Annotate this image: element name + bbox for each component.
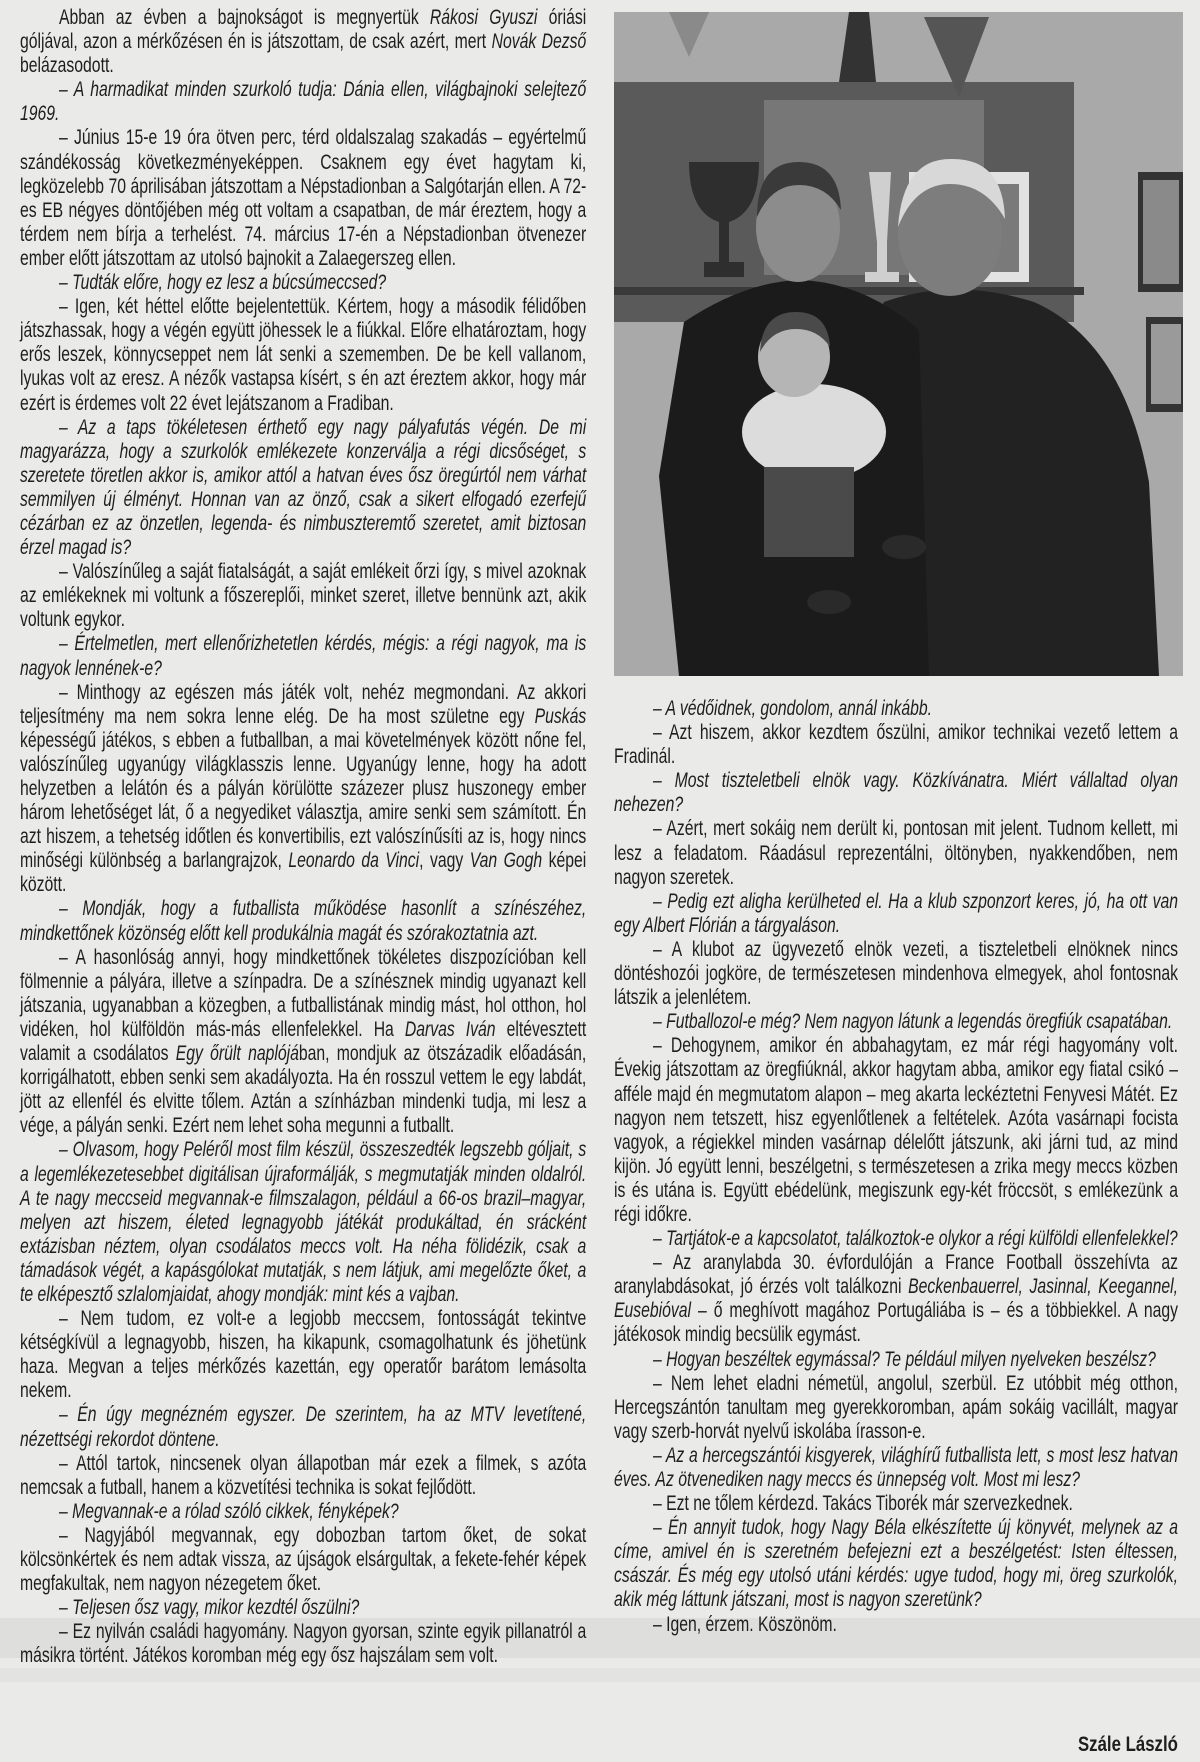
- paragraph: [614, 1444, 1178, 1492]
- paragraph: [614, 721, 1178, 769]
- article-column-right: [614, 697, 1178, 1637]
- print-bleed-through: [0, 1668, 1200, 1682]
- italic-text: – Az a taps tökéletesen érthető egy nagy pályafutás végén. De mi magyarázza, hogy a szurkolók emlékezete konzerválja a régi dicsőséget, s szeretete töretlen akkor is, amikor attól a hatvan éves ősz öregúrtól nem várhat semmilyen új élményt. Honnan van az önző, csak a sikert elfogadó ezerfejű cézárban ez az önzetlen, legenda- és nimbuszteremtő szeretet, amit biztosan érzel magad is?: [20, 415, 587, 560]
- italic-text: Van Gogh: [469, 849, 543, 873]
- italic-text: – Hogyan beszéltek egymással? Te például milyen nyelveken beszélsz?: [653, 1347, 1156, 1371]
- text: – Ezt ne tőlem kérdezd. Takács Tiborék már szervezkednek.: [653, 1492, 1073, 1516]
- italic-text: Darvas Iván: [404, 1017, 496, 1041]
- photo-frame: [1151, 324, 1181, 404]
- paragraph: [614, 1372, 1178, 1444]
- paragraph: [20, 946, 586, 1139]
- italic-text: Egy őrült naplójá: [175, 1042, 299, 1066]
- text: – Attól tartok, nincsenek olyan állapotban már ezek a filmek, s azóta nemcsak a futball, hanem a közvetítési technika is sokat fejlődött.: [20, 1451, 587, 1499]
- paragraph: [614, 938, 1178, 1010]
- text: – Valószínűleg a saját fiatalságát, a saját emlékeit őrzi így, s mivel azoknak az emlékeknek mi voltunk a főszereplői, minket szeret, illetve bennünk azt, akik voltunk egykor.: [20, 560, 587, 632]
- paragraph: [614, 890, 1178, 938]
- paragraph: [614, 1613, 1178, 1637]
- text: – ő meghívott magához Portugáliába is – és a többiekkel. A nagy játékosok mindig becsülik egymást.: [614, 1299, 1178, 1347]
- paragraph: [614, 1516, 1178, 1612]
- text: – Minthogy az egészen más játék volt, nehéz megmondani. Az akkori teljesítmény ma nem sokra lenne elég. De ha most születne egy: [20, 680, 587, 728]
- paragraph: [20, 1403, 586, 1451]
- text: , vagy: [419, 849, 470, 873]
- text: eltévesztett valamit a csodálatos: [20, 1017, 587, 1066]
- text: – Nem tudom, ez volt-e a legjobb meccsem, fontosságát tekintve kétségkívül a legnagyobb, hiszen, ha kikapunk, csomagolhatunk és jöhetünk haza. Megvan a teljes mérkőzés kazettán, egy operatőr barátom lemásolta nekem.: [20, 1307, 587, 1403]
- text: óriási góljával, azon a mérkőzésen én is játszottam, de csak azért, mert: [20, 6, 587, 54]
- paragraph: [614, 1010, 1178, 1034]
- paragraph: [20, 1596, 586, 1620]
- photo-baby-legs: [764, 467, 854, 557]
- paragraph: [20, 78, 586, 126]
- italic-text: Beckenbauerrel, Jasinnal, Keegannel, Eusebióval: [614, 1275, 1178, 1323]
- italic-text: – A harmadikat minden szurkoló tudja: Dánia ellen, világbajnoki selejtező 1969.: [20, 78, 587, 126]
- paragraph: [20, 6, 586, 78]
- paragraph: [20, 271, 586, 295]
- text: – A hasonlóság annyi, hogy mindkettőnek tökéletes diszpozícióban kell fölmennie a pályára, illetve a színpadra. De a színésznek mindig ugyanazt kell játszania, ugyanabban a közegben, a futballistának mindig mást, hol otthon, hol vidéken, hol külföldön más-más ellenfelekkel. Ha: [20, 945, 587, 1041]
- italic-text: – Tudták előre, hogy ez lesz a búcsúmeccsed?: [59, 271, 387, 295]
- paragraph: [20, 681, 586, 898]
- paragraph: [614, 1227, 1178, 1251]
- paragraph: [614, 697, 1178, 721]
- italic-text: Novák Dezső: [491, 30, 587, 54]
- paragraph: [614, 1348, 1178, 1372]
- italic-text: – Most tiszteletbeli elnök vagy. Közkívánatra. Miért vállaltad olyan nehezen?: [614, 769, 1178, 817]
- text: – Nem lehet eladni németül, angolul, szerbül. Ez utóbbit még otthon, Hercegszántón tanultam meg gyerekkoromban, apám sokáig vacillált, magyar vagy szerb-horvát nyelvű iskolába írasson-e.: [614, 1371, 1178, 1443]
- italic-text: – Az a hercegszántói kisgyerek, világhírű futballista lett, s most lesz hatvan éves. Az ötvenediken nagy meccs és ünnepség volt. Most mi lesz?: [614, 1443, 1178, 1491]
- text: ban, mondjuk az ötszázadik előadásán, korrigálhatott, ebben senki sem akadályozta. Ha én rosszul vettem le egy labdát, jött az ellenfél és elvitte tőlem. Aztán a színházban mindenki tudja, mi lesz a vége, a pályán senki. Ezért nem lehet soha megunni a futballt.: [20, 1042, 587, 1138]
- italic-text: – Teljesen ősz vagy, mikor kezdtél őszülni?: [59, 1596, 360, 1620]
- italic-text: Leonardo da Vinci: [288, 849, 420, 873]
- article-column-left: [20, 6, 586, 1668]
- photo-frame: [1143, 180, 1179, 284]
- italic-text: – Futballozol-e még? Nem nagyon látunk a legendás öregfiúk csapatában.: [653, 1010, 1173, 1034]
- italic-text: – Mondják, hogy a futballista működése hasonlít a színészéhez, mindkettőnek közönség előtt kell produkálnia magát és szórakoztatnia azt.: [20, 897, 587, 945]
- paragraph: [20, 416, 586, 561]
- photo-baby-body: [742, 384, 886, 480]
- text: képei között.: [20, 849, 587, 897]
- italic-text: – Értelmetlen, mert ellenőrizhetetlen kérdés, mégis: a régi nagyok, ma is nagyok lennének-e?: [20, 632, 587, 680]
- paragraph: [614, 1034, 1178, 1227]
- article-photo: [614, 12, 1183, 676]
- italic-text: – Tartjátok-e a kapcsolatot, találkoztok-e olykor a régi külföldi ellenfelekkel?: [653, 1227, 1178, 1251]
- paragraph: [614, 1251, 1178, 1347]
- italic-text: – Megvannak-e a rólad szóló cikkek, fényképek?: [59, 1499, 399, 1523]
- paragraph: [20, 897, 586, 945]
- italic-text: – Pedig ezt aligha kerülheted el. Ha a klub szponzort keres, jó, ha ott van egy Albert Flórián a tárgyaláson.: [614, 889, 1178, 937]
- paragraph: [20, 295, 586, 415]
- paragraph: [20, 126, 586, 271]
- paragraph: [20, 1524, 586, 1596]
- text: – Az aranylabda 30. évfordulóján a France Football összehívta az aranylabdásokat, jó érzés volt találkozni: [614, 1251, 1178, 1299]
- italic-text: – Olvasom, hogy Peléről most film készül, összeszedték legszebb góljait, s a legemlékezetesebbet digitálisan újraformálják, s megmutatják minden oldalról. A te nagy meccseid megvannak-e filmszalagon, például a 66-os brazil–magyar, melyen azt hiszem, életed legnagyobb játékát produkáltad, én srácként extázisban néztem, olyan csodálatos meccs volt. Ha néha fölidézik, csak a támadások végét, a kapásgólokat mutatják, s nem látjuk, ami megelőzte őket, a te elképesztő szlalomjaidat, ahogy mondják: mint kés a vajban.: [20, 1138, 587, 1306]
- text: – Igen, két héttel előtte bejelentettük. Kértem, hogy a második félidőben játszhassak, hogy a végén együtt jöhessek le a fiúkkal. Előre elhatároztam, hogy erős leszek, könnycseppet nem lát senki a szememben. De be kell vallanom, lyukas volt az eresz. A nézők vastapsa kísért, s én azt éreztem akkor, hogy már ezért is érdemes volt 22 évet lejátszanom a Fradiban.: [20, 295, 587, 415]
- italic-text: Puskás: [534, 704, 587, 728]
- text: – Nagyjából megvannak, egy dobozban tartom őket, de sokat kölcsönkértek és nem adtak vissza, az újságok elsárgultak, a fekete-fehér képek megfakultak, nem nagyon nézegetem őket.: [20, 1523, 587, 1596]
- text: – A klubot az ügyvezető elnök vezeti, a tiszteletbeli elnöknek nincs döntéshozói jogköre, de természetesen mindenhova elmegyek, ahol fontosnak látszik a jelenlétem.: [614, 937, 1178, 1010]
- italic-text: – Én annyit tudok, hogy Nagy Béla elkészítette új könyvét, melynek az a címe, amivel én is szeretném befejezni ezt a beszélgetést: Isten éltessen, császár. És még egy utolsó utáni kérdés: ugye tudod, hogy mi, öreg szurkolók, akik még láttunk játszani, most is nagyon szeretünk?: [614, 1516, 1178, 1612]
- text: képességű játékos, s ebben a futballban, a mai követelmények között nőne fel, valószínűleg ugyanúgy világklasszis lenne. Ugyanúgy lenne, hogy ha adott helyzetben a lelátón és a pályán körülötte százezer plusz huszonegy ember három lehetőséget lát, ő a negyediket választja, amire senki sem számított. Én azt hiszem, a tehetség időtlen és konvertibilis, ezt valószínűsíti az is, hogy nincs minőségi különbség a barlangrajzok,: [20, 728, 587, 873]
- paragraph: [20, 1138, 586, 1307]
- text: – Dehogynem, amikor én abbahagytam, ez már régi hagyomány volt. Évekig játszottam az öregfiúknál, akkor hagytam abba, amikor egy fiatal csikó – afféle majd én megmutatom alapon – meg akarta leckéztetni Fenyvesi Mátét. Ez nagyon nem tetszett, hisz egyenlőtlenek a feltételek. Azóta vasárnapi focista vagyok, a régiekkel minden vasárnap délelőtt játszunk, aki járni tud, az mind kijön. Jó együtt lenni, beszélgetni, s természetesen a zrika megy meccs közben is és utána is. Együtt ebédelünk, megiszunk egy-két fröccsöt, s emlékezünk a régi időkre.: [614, 1034, 1178, 1226]
- paragraph: [20, 1500, 586, 1524]
- paragraph: [614, 817, 1178, 889]
- paragraph: [614, 1492, 1178, 1516]
- text: – Azért, mert sokáig nem derült ki, pontosan mit jelent. Tudnom kellett, mi lesz a feladatom. Ráadásul reprezentálni, öltönyben, nyakkendőben, nem nagyon szeretek.: [614, 817, 1178, 889]
- author-signature: Szále László: [1078, 1733, 1178, 1756]
- text: Abban az évben a bajnokságot is megnyertük: [59, 6, 430, 29]
- paragraph: [20, 1452, 586, 1500]
- text: – Igen, érzem. Köszönöm.: [653, 1612, 837, 1636]
- italic-text: Rákosi Gyuszi: [429, 6, 538, 29]
- italic-text: – Én úgy megnézném egyszer. De szerintem, ha az MTV levetítené, nézettségi rekordot döntene.: [20, 1403, 587, 1451]
- photo-baby-shoe: [882, 535, 926, 559]
- italic-text: – A védőidnek, gondolom, annál inkább.: [653, 697, 933, 720]
- paragraph: [20, 560, 586, 632]
- paragraph: [614, 769, 1178, 817]
- paragraph: [20, 632, 586, 680]
- paragraph: [20, 1307, 586, 1403]
- text: belázasodott.: [20, 54, 114, 78]
- text: – Azt hiszem, akkor kezdtem őszülni, amikor technikai vezető lettem a Fradinál.: [614, 721, 1178, 769]
- text: – Ez nyilván családi hagyomány. Nagyon gyorsan, szinte egyik pillanatról a másikra történt. Játékos koromban még egy ősz hajszálam sem volt.: [20, 1620, 587, 1668]
- paragraph: [20, 1620, 586, 1668]
- photo-baby-shoe: [807, 590, 851, 614]
- text: – Június 15-e 19 óra ötven perc, térd oldalszalag szakadás – egyértelmű szándékosság következményeképpen. Csaknem egy évet hagytam ki, legközelebb 70 áprilisában játszottam a Népstadionban a Salgótarján ellen. A 72-es EB négyes döntőjében még ott voltam a csapatban, de már éreztem, hogy a térdem nem bírja a terhelést. 74. március 17-én a Népstadionban ötvenezer ember előtt játszottam az utolsó bajnokit a Zalaegerszeg ellen.: [20, 126, 587, 270]
